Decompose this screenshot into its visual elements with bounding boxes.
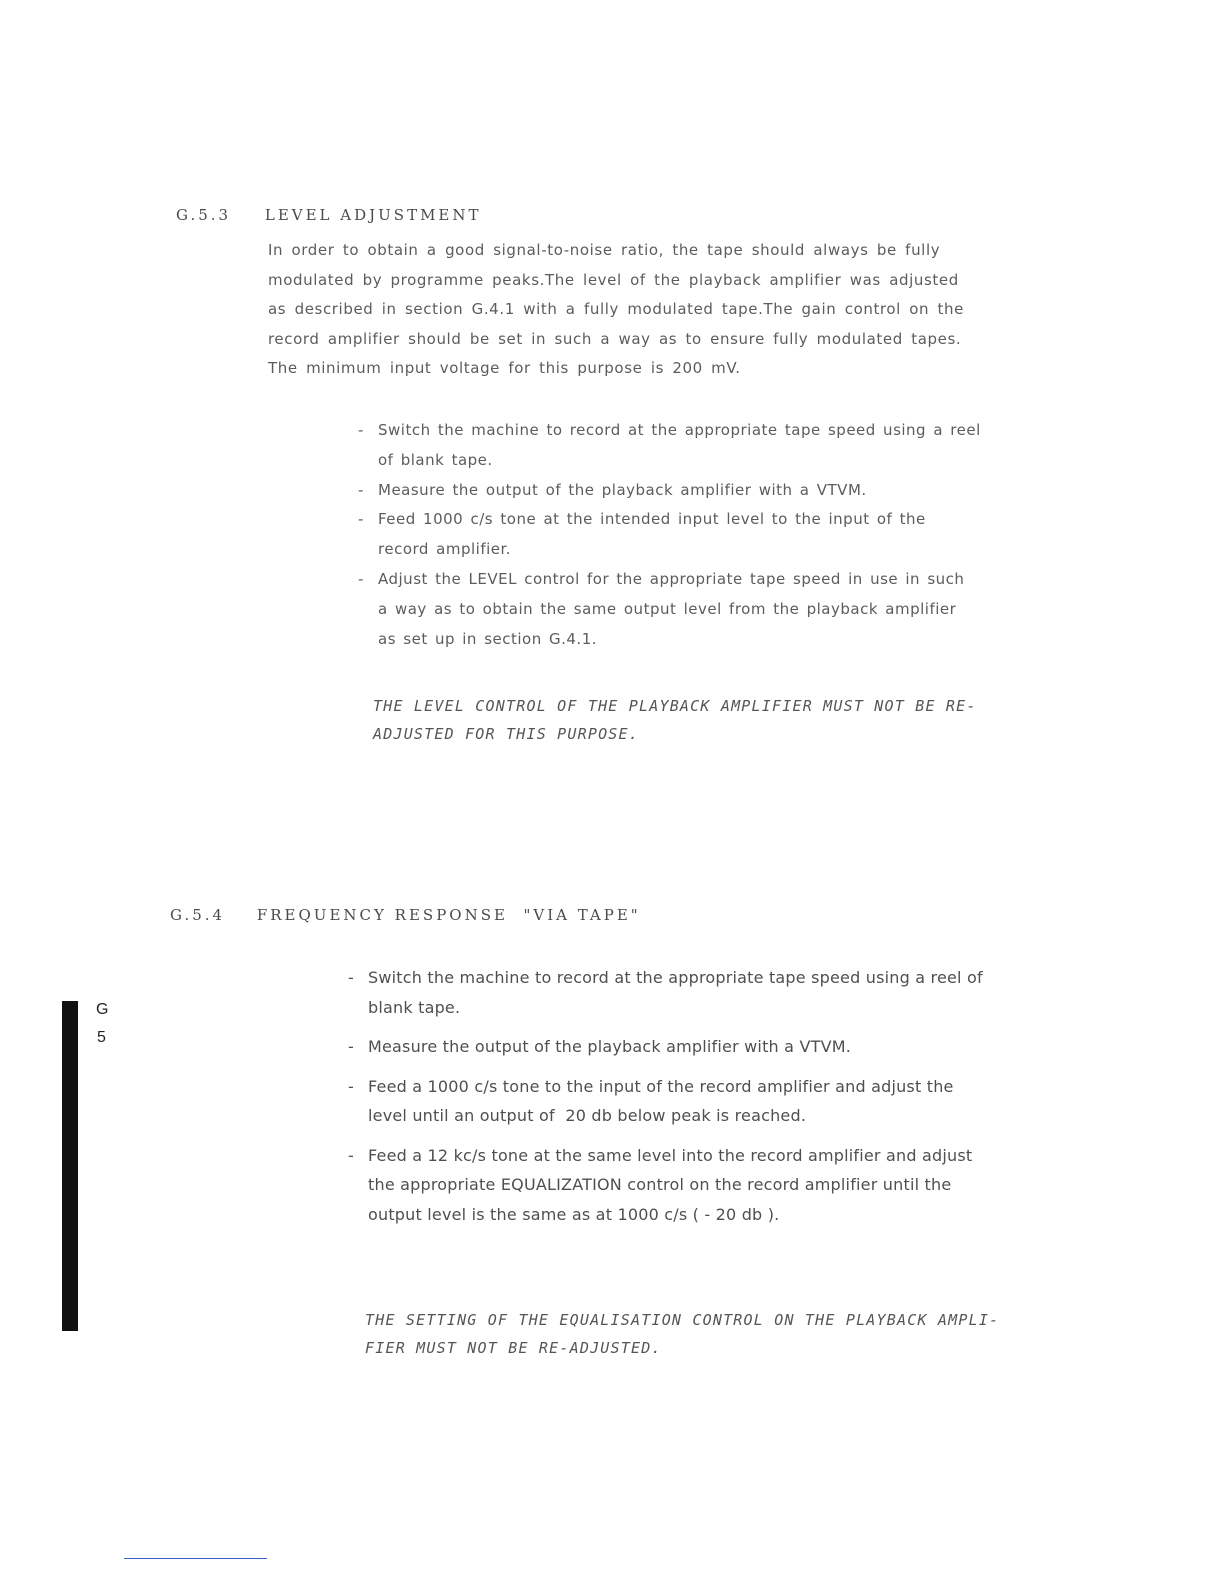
step-line: Switch the machine to record at the appropriate tape speed using a reel: [378, 421, 981, 439]
intro-line: record amplifier should be set in such a way as to ensure fully modulated tapes.: [268, 329, 962, 348]
step-line: Measure the output of the playback amplifier with a VTVM.: [378, 480, 867, 499]
list-item: [358, 416, 981, 476]
footer-rule: [124, 1558, 267, 1559]
list-item: [358, 505, 981, 565]
frequency-response-steps: [348, 963, 983, 1239]
section-number: G.5.4: [170, 906, 226, 924]
step-line: output level is the same as at 1000 c/s ( - 20 db ).: [368, 1204, 780, 1224]
level-adjustment-steps: [358, 416, 981, 654]
section-tab-number: 5: [97, 1029, 106, 1046]
section-heading-g54: [170, 906, 641, 924]
warning-line: ADJUSTED FOR THIS PURPOSE.: [373, 725, 639, 743]
step-line: level until an output of 20 db below peak is reached.: [368, 1106, 807, 1125]
step-line: as set up in section G.4.1.: [378, 629, 598, 648]
section-title: FREQUENCY RESPONSE "VIA TAPE": [256, 906, 641, 924]
step-line: Adjust the LEVEL control for the appropriate tape speed in use in such: [378, 569, 965, 588]
step-line: Switch the machine to record at the appropriate tape speed using a reel of: [368, 968, 983, 987]
frequency-response-warning: [365, 1306, 999, 1362]
intro-line: as described in section G.4.1 with a fully modulated tape.The gain control on the: [268, 300, 964, 319]
section-number: G.5.3: [176, 206, 232, 224]
bullet-dash: -: [358, 421, 364, 439]
step-line: a way as to obtain the same output level from the playback amplifier: [378, 599, 957, 618]
bullet-dash: -: [348, 968, 354, 987]
section-heading-g53: [176, 206, 482, 224]
warning-line: FIER MUST NOT BE RE-ADJUSTED.: [365, 1339, 662, 1357]
list-item: [358, 565, 981, 654]
list-item: [348, 963, 983, 1022]
step-line: Measure the output of the playback amplifier with a VTVM.: [368, 1037, 852, 1056]
step-line: Feed a 12 kc/s tone at the same level into the record amplifier and adjust: [368, 1145, 973, 1165]
step-line: blank tape.: [368, 997, 461, 1017]
level-adjustment-intro: [268, 236, 964, 384]
step-line: Feed a 1000 c/s tone to the input of the record amplifier and adjust the: [368, 1076, 954, 1096]
bullet-dash: -: [358, 510, 364, 529]
section-tab-bar: [62, 1001, 78, 1331]
bullet-dash: -: [348, 1145, 354, 1165]
list-item: [348, 1032, 983, 1062]
intro-line: modulated by programme peaks.The level of the playback amplifier was adjusted: [268, 270, 959, 289]
intro-line: The minimum input voltage for this purpose is 200 mV.: [268, 359, 741, 378]
step-line: of blank tape.: [378, 450, 493, 469]
warning-line: THE SETTING OF THE EQUALISATION CONTROL ON THE PLAYBACK AMPLI-: [365, 1311, 1000, 1329]
list-item: [348, 1072, 983, 1131]
section-tab-letter: G: [96, 1001, 109, 1018]
section-title: LEVEL ADJUSTMENT: [264, 206, 482, 224]
warning-line: THE LEVEL CONTROL OF THE PLAYBACK AMPLIFIER MUST NOT BE RE-: [373, 697, 977, 715]
step-line: record amplifier.: [378, 540, 512, 559]
bullet-dash: -: [358, 569, 364, 588]
step-line: the appropriate EQUALIZATION control on the record amplifier until the: [368, 1175, 952, 1194]
step-line: Feed 1000 c/s tone at the intended input level to the input of the: [378, 510, 926, 529]
bullet-dash: -: [348, 1076, 354, 1096]
level-adjustment-warning: [373, 692, 977, 748]
bullet-dash: -: [358, 480, 364, 499]
list-item: [348, 1141, 983, 1230]
bullet-dash: -: [348, 1037, 354, 1056]
list-item: [358, 476, 981, 506]
intro-line: In order to obtain a good signal-to-noise ratio, the tape should always be fully: [268, 241, 941, 259]
